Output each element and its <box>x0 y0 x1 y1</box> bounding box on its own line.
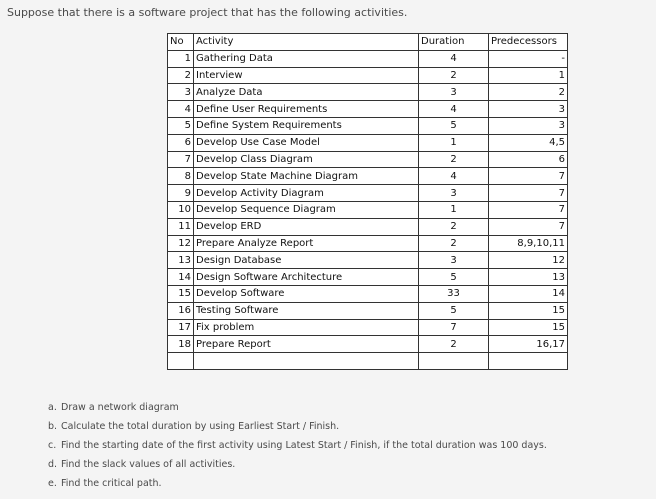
cell-no: 2 <box>168 67 194 84</box>
table-row <box>168 168 568 185</box>
question-letter: a. <box>48 402 57 413</box>
cell-predecessors: 3 <box>489 101 568 118</box>
question-text: Find the starting date of the first activity using Latest Start / Finish, if the total duration was 100 days. <box>61 440 547 451</box>
question-letter: b. <box>48 421 58 432</box>
cell-predecessors: 1 <box>489 67 568 84</box>
cell-activity: Interview <box>194 67 419 84</box>
cell-no: 6 <box>168 134 194 151</box>
cell-predecessors: 14 <box>489 285 568 302</box>
cell-no: 9 <box>168 185 194 202</box>
table-row <box>168 302 568 319</box>
cell-activity: Develop ERD <box>194 218 419 235</box>
table-row <box>168 50 568 67</box>
cell-no: 18 <box>168 336 194 353</box>
cell-predecessors: 15 <box>489 319 568 336</box>
table-row <box>168 252 568 269</box>
cell-no: 15 <box>168 285 194 302</box>
cell-activity: Prepare Analyze Report <box>194 235 419 252</box>
cell-duration: 5 <box>419 269 489 286</box>
cell-duration: 2 <box>419 218 489 235</box>
cell-predecessors <box>489 353 568 370</box>
cell-no: 5 <box>168 117 194 134</box>
cell-no: 4 <box>168 101 194 118</box>
question-item <box>48 439 547 458</box>
question-item <box>48 477 547 496</box>
cell-duration: 2 <box>419 336 489 353</box>
cell-duration: 2 <box>419 67 489 84</box>
cell-predecessors: 6 <box>489 151 568 168</box>
cell-predecessors: 7 <box>489 201 568 218</box>
cell-duration: 7 <box>419 319 489 336</box>
cell-predecessors: 7 <box>489 218 568 235</box>
table-row <box>168 201 568 218</box>
cell-activity: Develop Software <box>194 285 419 302</box>
table-header-row <box>168 34 568 51</box>
table-row <box>168 235 568 252</box>
header-duration: Duration <box>419 34 489 51</box>
cell-predecessors: 7 <box>489 168 568 185</box>
cell-duration: 33 <box>419 285 489 302</box>
cell-activity: Develop Use Case Model <box>194 134 419 151</box>
cell-activity: Develop State Machine Diagram <box>194 168 419 185</box>
table-row <box>168 353 568 370</box>
question-item <box>48 401 547 420</box>
cell-duration: 2 <box>419 151 489 168</box>
cell-duration: 5 <box>419 117 489 134</box>
cell-activity: Analyze Data <box>194 84 419 101</box>
cell-duration: 5 <box>419 302 489 319</box>
cell-no: 16 <box>168 302 194 319</box>
cell-duration <box>419 353 489 370</box>
cell-duration: 3 <box>419 185 489 202</box>
cell-predecessors: 3 <box>489 117 568 134</box>
question-text: Find the critical path. <box>61 478 162 489</box>
intro-text: Suppose that there is a software project that has the following activities. <box>7 6 408 19</box>
cell-predecessors: 15 <box>489 302 568 319</box>
header-predecessors: Predecessors <box>489 34 568 51</box>
table-row <box>168 84 568 101</box>
question-text: Calculate the total duration by using Earliest Start / Finish. <box>61 421 340 432</box>
cell-predecessors: - <box>489 50 568 67</box>
cell-duration: 4 <box>419 168 489 185</box>
cell-activity: Define System Requirements <box>194 117 419 134</box>
cell-activity: Define User Requirements <box>194 101 419 118</box>
table-row <box>168 134 568 151</box>
cell-duration: 1 <box>419 134 489 151</box>
cell-predecessors: 12 <box>489 252 568 269</box>
cell-activity: Design Database <box>194 252 419 269</box>
cell-duration: 1 <box>419 201 489 218</box>
cell-predecessors: 8,9,10,11 <box>489 235 568 252</box>
cell-duration: 3 <box>419 84 489 101</box>
cell-predecessors: 2 <box>489 84 568 101</box>
cell-no: 17 <box>168 319 194 336</box>
cell-predecessors: 7 <box>489 185 568 202</box>
cell-no: 1 <box>168 50 194 67</box>
cell-activity <box>194 353 419 370</box>
cell-activity: Develop Sequence Diagram <box>194 201 419 218</box>
cell-no: 10 <box>168 201 194 218</box>
question-letter: e. <box>48 478 57 489</box>
cell-no <box>168 353 194 370</box>
question-item <box>48 458 547 477</box>
cell-predecessors: 4,5 <box>489 134 568 151</box>
table-row <box>168 336 568 353</box>
cell-no: 11 <box>168 218 194 235</box>
cell-duration: 4 <box>419 101 489 118</box>
table-body <box>168 50 568 369</box>
header-activity: Activity <box>194 34 419 51</box>
cell-activity: Design Software Architecture <box>194 269 419 286</box>
cell-no: 8 <box>168 168 194 185</box>
table-row <box>168 151 568 168</box>
question-item <box>48 420 547 439</box>
table-row <box>168 285 568 302</box>
question-text: Find the slack values of all activities. <box>61 459 236 470</box>
cell-duration: 2 <box>419 235 489 252</box>
cell-no: 13 <box>168 252 194 269</box>
table-row <box>168 319 568 336</box>
cell-activity: Develop Activity Diagram <box>194 185 419 202</box>
cell-duration: 4 <box>419 50 489 67</box>
table-row <box>168 101 568 118</box>
cell-duration: 3 <box>419 252 489 269</box>
cell-activity: Develop Class Diagram <box>194 151 419 168</box>
header-no: No <box>168 34 194 51</box>
cell-activity: Prepare Report <box>194 336 419 353</box>
cell-no: 12 <box>168 235 194 252</box>
cell-predecessors: 13 <box>489 269 568 286</box>
table-row <box>168 117 568 134</box>
cell-no: 14 <box>168 269 194 286</box>
cell-no: 3 <box>168 84 194 101</box>
question-letter: d. <box>48 459 58 470</box>
question-text: Draw a network diagram <box>61 402 179 413</box>
question-letter: c. <box>48 440 57 451</box>
question-list <box>48 401 547 496</box>
cell-activity: Testing Software <box>194 302 419 319</box>
cell-activity: Gathering Data <box>194 50 419 67</box>
cell-no: 7 <box>168 151 194 168</box>
cell-activity: Fix problem <box>194 319 419 336</box>
table-row <box>168 218 568 235</box>
cell-predecessors: 16,17 <box>489 336 568 353</box>
table-row <box>168 185 568 202</box>
table-row <box>168 269 568 286</box>
table-row <box>168 67 568 84</box>
activities-table <box>167 33 568 370</box>
